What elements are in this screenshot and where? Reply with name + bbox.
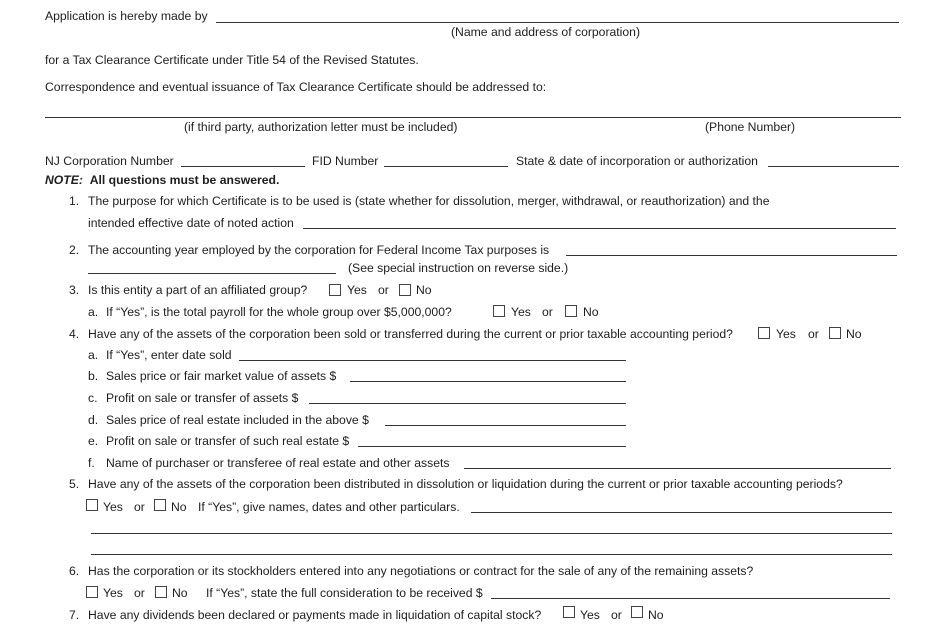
question-5-or: or bbox=[134, 500, 145, 514]
question-1-number: 1. bbox=[69, 194, 80, 208]
question-5-yes-label: Yes bbox=[103, 500, 123, 514]
name-caption: (Name and address of corporation) bbox=[451, 25, 641, 39]
question-3a-no-checkbox[interactable] bbox=[565, 305, 577, 317]
question-5-no-label: No bbox=[171, 500, 187, 514]
question-6-no-label: No bbox=[172, 586, 188, 600]
question-7-no-label: No bbox=[648, 608, 664, 622]
question-3a-no-label: No bbox=[583, 305, 599, 319]
profit-on-sale-field[interactable] bbox=[309, 403, 626, 404]
question-4-no-label: No bbox=[846, 327, 862, 341]
certificate-statement: for a Tax Clearance Certificate under Title 54 of the Revised Statutes. bbox=[45, 53, 419, 67]
question-3a-yes-checkbox[interactable] bbox=[493, 305, 505, 317]
question-4f-letter: f. bbox=[88, 456, 95, 470]
question-1-text: The purpose for which Certificate is to be used is (state whether for dissolution, merger, withdrawal, or reauthorization) and the bbox=[88, 194, 770, 208]
question-7-number: 7. bbox=[69, 608, 80, 622]
question-2-number: 2. bbox=[69, 243, 80, 257]
question-4e-letter: e. bbox=[88, 434, 99, 448]
note bbox=[45, 173, 279, 187]
question-7-yes-checkbox[interactable] bbox=[563, 606, 575, 618]
question-4c-letter: c. bbox=[88, 391, 98, 405]
question-4d-letter: d. bbox=[88, 413, 99, 427]
third-party-caption: (if third party, authorization letter must be included) bbox=[184, 120, 458, 134]
accounting-year-field[interactable] bbox=[566, 255, 897, 256]
question-6-followup: If “Yes”, state the full consideration to be received $ bbox=[206, 586, 483, 600]
question-3-yes-label: Yes bbox=[347, 283, 367, 297]
distribution-particulars-line-2[interactable] bbox=[91, 533, 892, 534]
question-4e-label: Profit on sale or transfer of such real estate $ bbox=[106, 434, 350, 448]
question-4-text: Have any of the assets of the corporation been sold or transferred during the current or prior taxable accounting period? bbox=[88, 327, 733, 341]
application-label: Application is hereby made by bbox=[45, 9, 208, 23]
question-4c-label: Profit on sale or transfer of assets $ bbox=[106, 391, 299, 405]
question-4-yes-checkbox[interactable] bbox=[758, 327, 770, 339]
nj-corporation-number-field[interactable] bbox=[181, 166, 305, 167]
question-4f-label: Name of purchaser or transferee of real estate and other assets bbox=[106, 456, 450, 470]
question-3a-letter: a. bbox=[88, 305, 99, 319]
real-estate-profit-field[interactable] bbox=[358, 446, 626, 447]
question-4a-label: If “Yes”, enter date sold bbox=[106, 348, 232, 362]
question-5-followup: If “Yes”, give names, dates and other particulars. bbox=[198, 500, 460, 514]
question-4-or: or bbox=[808, 327, 819, 341]
question-4-number: 4. bbox=[69, 327, 80, 341]
question-3-no-checkbox[interactable] bbox=[399, 284, 411, 296]
distribution-particulars-line-3[interactable] bbox=[91, 554, 892, 555]
state-date-label: State & date of incorporation or authorization bbox=[516, 154, 758, 168]
question-4b-letter: b. bbox=[88, 369, 99, 383]
question-5-number: 5. bbox=[69, 477, 80, 491]
question-6-yes-label: Yes bbox=[103, 586, 123, 600]
corporation-name-field[interactable] bbox=[216, 22, 899, 23]
phone-caption: (Phone Number) bbox=[705, 120, 796, 134]
question-3-or: or bbox=[378, 283, 389, 297]
question-3a-text: If “Yes”, is the total payroll for the whole group over $5,000,000? bbox=[106, 305, 452, 319]
correspondence-statement: Correspondence and eventual issuance of Tax Clearance Certificate should be addressed to: bbox=[45, 80, 547, 94]
correspondence-address-field[interactable] bbox=[45, 117, 901, 118]
question-4b-label: Sales price or fair market value of assets $ bbox=[106, 369, 337, 383]
question-3a-or: or bbox=[542, 305, 553, 319]
question-3-no-label: No bbox=[416, 283, 432, 297]
accounting-year-field-cont[interactable] bbox=[88, 273, 336, 274]
question-5-text: Have any of the assets of the corporation been distributed in dissolution or liquidation during the current or prior taxable accounting periods? bbox=[88, 477, 843, 491]
question-1-field[interactable] bbox=[303, 228, 896, 229]
fid-number-field[interactable] bbox=[384, 166, 508, 167]
question-2-text: The accounting year employed by the corporation for Federal Income Tax purposes is bbox=[88, 243, 550, 257]
question-6-no-checkbox[interactable] bbox=[155, 586, 167, 598]
question-4d-label: Sales price of real estate included in the above $ bbox=[106, 413, 369, 427]
question-7-no-checkbox[interactable] bbox=[631, 606, 643, 618]
question-4a-letter: a. bbox=[88, 348, 99, 362]
question-3-number: 3. bbox=[69, 283, 80, 297]
question-4-no-checkbox[interactable] bbox=[829, 327, 841, 339]
consideration-field[interactable] bbox=[491, 598, 890, 599]
fid-number-label: FID Number bbox=[312, 154, 379, 168]
real-estate-price-field[interactable] bbox=[385, 425, 626, 426]
question-3a-yes-label: Yes bbox=[511, 305, 531, 319]
question-6-yes-checkbox[interactable] bbox=[86, 586, 98, 598]
question-3-yes-checkbox[interactable] bbox=[329, 284, 341, 296]
question-7-yes-label: Yes bbox=[580, 608, 600, 622]
date-sold-field[interactable] bbox=[239, 360, 626, 361]
question-6-number: 6. bbox=[69, 564, 80, 578]
distribution-particulars-field[interactable] bbox=[471, 512, 892, 513]
state-date-field[interactable] bbox=[768, 166, 899, 167]
question-7-or: or bbox=[611, 608, 622, 622]
note-label: NOTE: bbox=[45, 173, 83, 187]
question-1-text-cont: intended effective date of noted action bbox=[88, 216, 294, 230]
question-6-or: or bbox=[134, 586, 145, 600]
question-7-text: Have any dividends been declared or payments made in liquidation of capital stock? bbox=[88, 608, 542, 622]
question-5-yes-checkbox[interactable] bbox=[86, 499, 98, 511]
question-6-text: Has the corporation or its stockholders entered into any negotiations or contract for the sale of any of the remaining assets? bbox=[88, 564, 754, 578]
question-4-yes-label: Yes bbox=[776, 327, 796, 341]
nj-corporation-number-label: NJ Corporation Number bbox=[45, 154, 174, 168]
sales-price-field[interactable] bbox=[350, 381, 626, 382]
question-5-no-checkbox[interactable] bbox=[154, 499, 166, 511]
question-2-note: (See special instruction on reverse side.) bbox=[348, 261, 569, 275]
purchaser-name-field[interactable] bbox=[464, 468, 891, 469]
question-3-text: Is this entity a part of an affiliated group? bbox=[88, 283, 308, 297]
note-text: All questions must be answered. bbox=[89, 173, 280, 187]
